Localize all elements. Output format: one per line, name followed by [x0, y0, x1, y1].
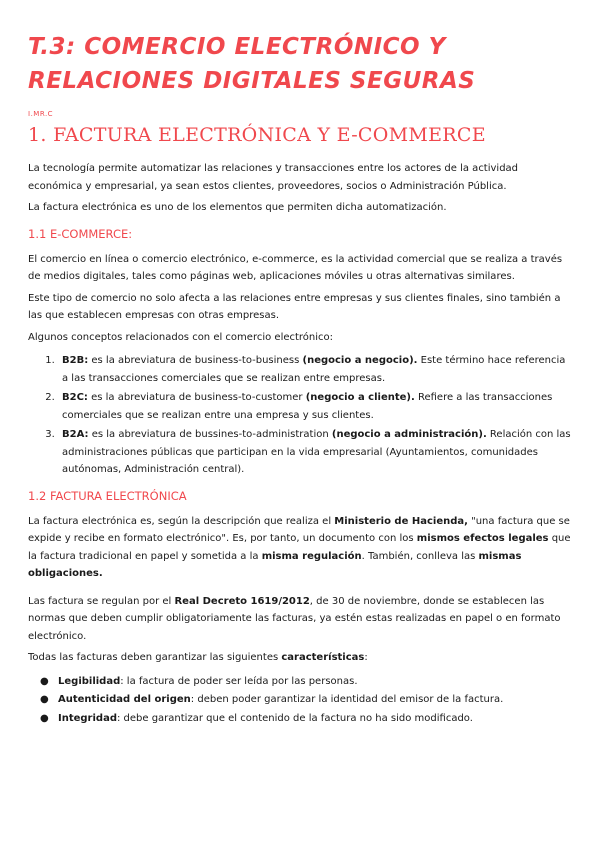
list-item-bold: (negocio a administración).	[331, 429, 487, 440]
text-run: Las factura se regulan por el	[28, 595, 175, 607]
concepts-list	[28, 352, 572, 479]
list-item-term: Integridad	[58, 712, 117, 724]
list-item-text: : deben poder garantizar la identidad del emisor de la factura.	[190, 694, 504, 705]
list-item-text: es la abreviatura de bussines-to-administration	[88, 429, 332, 440]
section-heading-1-2: 1.2 FACTURA ELECTRÓNICA	[28, 488, 187, 503]
list-item	[58, 352, 572, 387]
list-item-text: : la factura de poder ser leída por las personas.	[120, 675, 358, 687]
bold-run: características	[281, 652, 365, 663]
list-item-term: B2A:	[62, 429, 89, 440]
text-run: "una factura que se expide y recibe en formato electrónico". Es, por tanto, un documento con los	[28, 515, 570, 544]
list-item-term: B2C:	[62, 392, 88, 403]
list-item-term: Legibilidad	[58, 675, 121, 687]
list-item-term: Autenticidad del origen	[58, 694, 191, 705]
bold-run: mismos efectos legales	[416, 533, 549, 544]
bold-run: Ministerio de Hacienda,	[334, 515, 468, 527]
list-item-bold: (negocio a negocio).	[302, 355, 418, 366]
ecommerce-paragraph-3: Algunos conceptos relacionados con el comercio electrónico:	[28, 331, 334, 343]
list-item-text: es la abreviatura de business-to-customer	[87, 392, 306, 403]
list-item	[58, 389, 572, 424]
bold-run: misma regulación	[261, 550, 362, 562]
text-run: que la factura tradicional en papel y sometida a la	[28, 533, 571, 562]
list-item-text: : debe garantizar que el contenido de la factura no ha sido modificado.	[116, 712, 473, 724]
invoice-paragraph-2	[28, 593, 572, 646]
intro-paragraph-2: La factura electrónica es uno de los elementos que permiten dicha automatización.	[28, 202, 447, 213]
text-run: . También, conlleva las	[361, 550, 479, 562]
ecommerce-paragraph-2: Este tipo de comercio no solo afecta a las relaciones entre empresas y sus clientes finales, sino también a las que establecen empresas con otras empresas.	[28, 292, 561, 321]
list-item	[40, 710, 572, 728]
invoice-paragraph-1	[28, 513, 572, 583]
invoice-paragraph-3	[28, 649, 572, 667]
list-item	[40, 691, 572, 709]
text-run: , de 30 de noviembre, donde se establecen las normas que deben cumplir obligatoriamente las facturas, ya estén estas realizadas en papel o en formato electrónico.	[28, 595, 561, 642]
bullet-icon: ●	[40, 694, 49, 705]
list-item-text: Refiere a las transacciones comerciales que se realizan entre una empresa y sus clientes.	[62, 392, 553, 421]
list-item	[58, 426, 572, 479]
list-item-text: Relación con las administraciones públicas que participan en la vida empresarial (Ayuntamientos, comunidades autónomas, Administración central).	[62, 429, 571, 475]
bold-run: Real Decreto 1619/2012	[174, 595, 310, 607]
intro-paragraph-1: La tecnología permite automatizar las relaciones y transacciones entre los actores de la actividad económica y empresarial, ya sean estos clientes, proveedores, socios o Administración Pública.	[28, 163, 519, 192]
text-run: La factura electrónica es, según la descripción que realiza el	[28, 515, 335, 527]
list-item-text: es la abreviatura de business-to-business	[88, 355, 303, 366]
text-run: Todas las facturas deben garantizar las siguientes	[28, 652, 282, 663]
section-heading-1: 1. FACTURA ELECTRÓNICA Y E-COMMERCE	[28, 124, 486, 146]
list-item-text: Este término hace referencia a las transacciones comerciales que se realizan entre empresas.	[62, 355, 566, 384]
section-heading-1-1: 1.1 E-COMMERCE:	[28, 226, 133, 241]
author-initials: I.MR.C	[28, 110, 54, 118]
bold-run: mismas obligaciones.	[28, 550, 522, 579]
list-item-term: B2B:	[62, 355, 89, 366]
bullet-icon: ●	[40, 712, 49, 724]
characteristics-list	[28, 673, 572, 728]
ecommerce-paragraph-1: El comercio en línea o comercio electrónico, e-commerce, es la actividad comercial que se realiza a través de medios digitales, tales como páginas web, aplicaciones móviles u otras alternativas similares.	[28, 253, 563, 282]
list-item-bold: (negocio a cliente).	[305, 392, 415, 403]
text-run: :	[364, 652, 368, 663]
list-item	[40, 673, 572, 691]
bullet-icon: ●	[40, 675, 49, 687]
document-title: T.3: COMERCIO ELECTRÓNICO Y RELACIONES DIGITALES SEGURAS	[28, 34, 476, 94]
